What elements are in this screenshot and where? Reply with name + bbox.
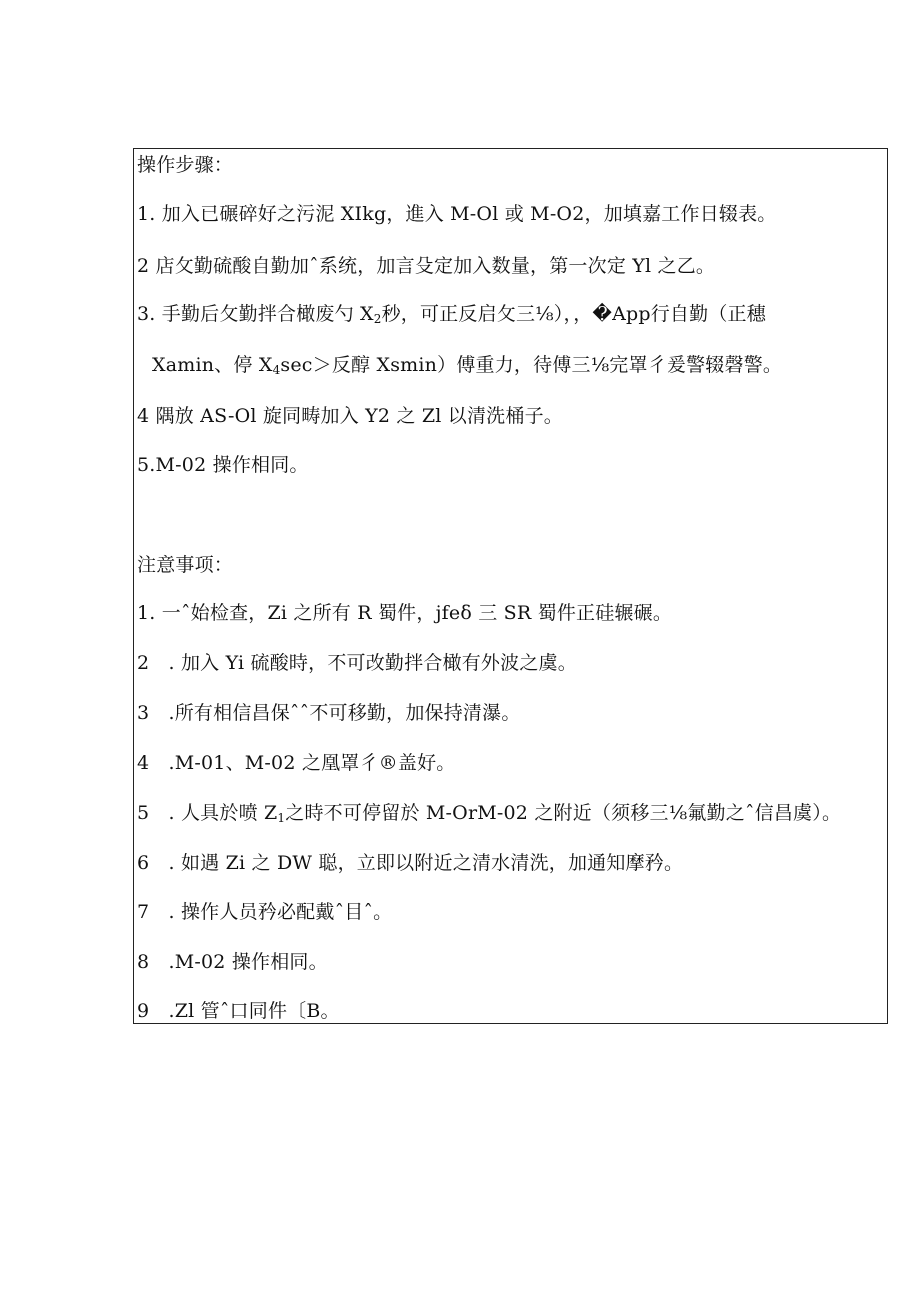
step-3-text-c: Xamin、停 X [152, 354, 273, 376]
procedure-step-3-line-1 [137, 302, 766, 326]
procedure-step-4: 4 隅放 AS-Ol 旋同畴加入 Y2 之 Zl 以清洗桶子。 [137, 405, 563, 427]
step-3-text-b: 秒，可正反启攵三⅛），，�App行自勤（正穗 [381, 303, 766, 325]
note-5 [137, 801, 841, 825]
note-1: 1. 一ˆ始检查，Zi 之所有 R 蜀件，jfeδ 三 SR 蜀件正硅辗碾。 [137, 602, 673, 624]
note-9: 9 .Zl 管ˆ口同件〔B。 [137, 1000, 340, 1022]
notes-heading: 注意事项： [137, 554, 234, 576]
content-frame [133, 148, 888, 1024]
procedure-step-3-line-2 [152, 353, 782, 377]
note-5-subscript: 1 [277, 811, 286, 825]
note-5-text-b: 之時不可停留於 M-OrM-02 之附近（须移三⅛氟勤之ˆ信昌虞）。 [285, 802, 842, 824]
note-8: 8 .M-02 操作相同。 [137, 951, 328, 973]
note-2: 2 . 加入 Yi 硫酸時，不可改勤拌合橄有外波之虞。 [137, 652, 577, 674]
note-6: 6 . 如遇 Zi 之 DW 聪，立即以附近之清水清洗，加通知摩矜。 [137, 852, 684, 874]
procedure-step-1: 1. 加入已碾碎好之污泥 XIkg，進入 M-Ol 或 M-O2，加填嘉工作日辍表。 [137, 203, 777, 225]
note-4: 4 .M-01、M-02 之凰罩彳®盖好。 [137, 752, 456, 774]
note-7: 7 . 操作人员矜必配戴ˆ目ˆ。 [137, 901, 393, 923]
step-3-subscript-a: 2 [373, 312, 382, 326]
step-3-text-d: sec＞反醇 Xsmin）傅重力，待傅三⅛完罩彳爰警辍磬警。 [280, 354, 783, 376]
procedure-heading: 操作步骤： [137, 154, 234, 176]
note-3: 3 .所有相信昌保ˆˆ不可移勤，加保持清瀑。 [137, 702, 521, 724]
procedure-step-2: 2 店攵勤硫酸自勤加ˆ系统，加言殳定加入数量，第一次定 Yl 之乙。 [137, 255, 716, 277]
step-3-text-a: 3. 手勤后攵勤拌合橄废勺 X [137, 303, 374, 325]
step-3-subscript-b: 4 [272, 363, 281, 377]
procedure-step-5: 5.M-02 操作相同。 [137, 454, 309, 476]
note-5-text-a: 5 . 人具於喷 Z [137, 802, 278, 824]
